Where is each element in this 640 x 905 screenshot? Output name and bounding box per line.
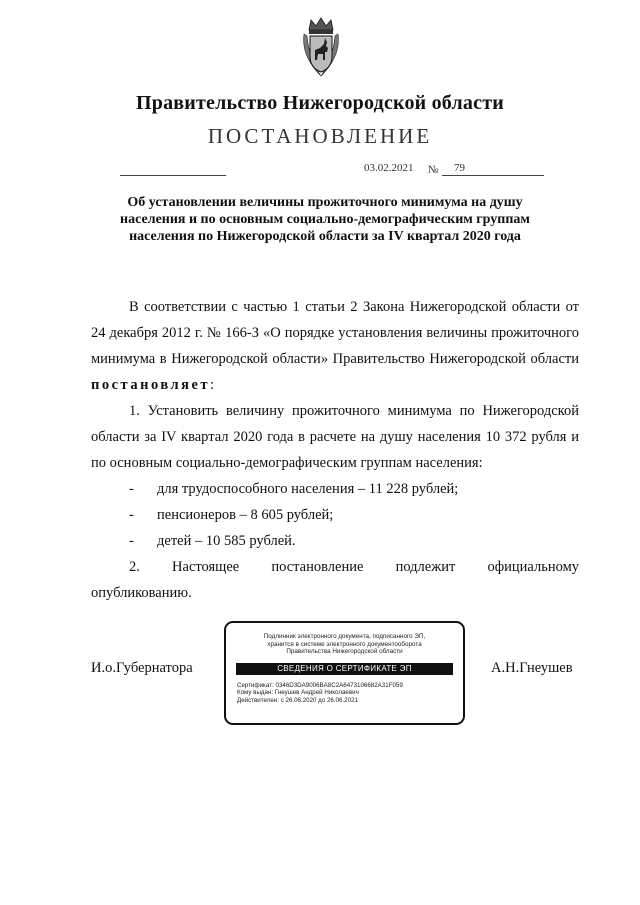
document-type: ПОСТАНОВЛЕНИЕ <box>207 124 433 148</box>
issued-to-value: Гнеушев Андрей Николаевич <box>274 689 359 697</box>
item-2-word: 2. <box>129 559 140 575</box>
preamble-paragraph: В соответствии с частью 1 статьи 2 Закона Нижегородской области от 24 декабря 2012 г. № 166-З «О порядке установления величины прожиточного минимума в Нижегородской области» Правительство Нижегородской области постановляет: <box>91 299 579 393</box>
certificate-label: Сертификат: <box>237 681 274 689</box>
document-subject: Об установлении величины прожиточного минимума на душу населения и по основным социально-демографическим группам населения по Нижегородской области за IV квартал 2020 года <box>120 195 530 244</box>
group-item <box>91 528 579 554</box>
certificate-row <box>237 682 463 690</box>
electronic-signature-stamp <box>224 621 465 725</box>
validity-row <box>237 697 463 705</box>
certificate-details <box>237 682 463 705</box>
issued-to-row <box>237 689 463 697</box>
registration-number: 79 <box>442 162 544 176</box>
document-body <box>91 294 579 606</box>
item-2-word: официальному <box>487 559 579 575</box>
preamble-text: В соответствии с частью 1 статьи 2 Закона Нижегородской области от 24 декабря 2012 г. № 166-З «О порядке установления величины прожиточного минимума в Нижегородской области» Правительство Нижегородской области <box>91 299 579 367</box>
number-sign: № <box>428 164 439 176</box>
stamp-line: хранится в системе электронного документооборота <box>267 640 422 648</box>
item-2 <box>91 554 579 580</box>
group-text: для трудоспособного населения – 11 228 рублей; <box>157 481 459 497</box>
group-item <box>91 502 579 528</box>
group-text: детей – 10 585 рублей. <box>157 533 296 549</box>
validity-value: с 26.06.2020 до 26.06.2021 <box>280 696 358 704</box>
coat-of-arms-icon <box>301 16 341 78</box>
registration-blank-line <box>120 175 226 176</box>
dash-marker: - <box>129 481 134 497</box>
item-2-end: опубликованию. <box>91 585 192 601</box>
validity-label: Действителен: <box>237 696 279 704</box>
item-2-word: постановление <box>271 559 364 575</box>
issued-to-label: Кому выдан: <box>237 689 274 697</box>
decree-word: постановляет <box>91 377 211 393</box>
dash-marker: - <box>129 507 134 523</box>
government-title: Правительство Нижегородской области <box>136 92 504 114</box>
item-1: 1. Установить величину прожиточного минимума по Нижегородской области за IV квартал 2020 года в расчете на душу населения 10 372 рубля и по основным социально-демографическим группам населения: <box>91 403 579 471</box>
stamp-line: Подлинник электронного документа, подписанного ЭП, <box>263 633 426 640</box>
dash-marker: - <box>129 533 134 549</box>
item-2-word: подлежит <box>395 559 456 575</box>
stamp-header <box>226 633 463 656</box>
certificate-value: 0346D3DA9006BA8C2A6473106682A31F059 <box>275 681 403 689</box>
group-item <box>91 476 579 502</box>
stamp-line: Правительства Нижегородской области <box>286 648 403 655</box>
signatory-name: А.Н.Гнеушев <box>491 660 573 676</box>
group-text: пенсионеров – 8 605 рублей; <box>157 507 334 523</box>
registration-date: 03.02.2021 <box>364 162 414 174</box>
certificate-info-bar: СВЕДЕНИЯ О СЕРТИФИКАТЕ ЭП <box>236 663 453 675</box>
item-2-word: Настоящее <box>172 559 240 575</box>
signatory-role: И.о.Губернатора <box>91 660 193 676</box>
